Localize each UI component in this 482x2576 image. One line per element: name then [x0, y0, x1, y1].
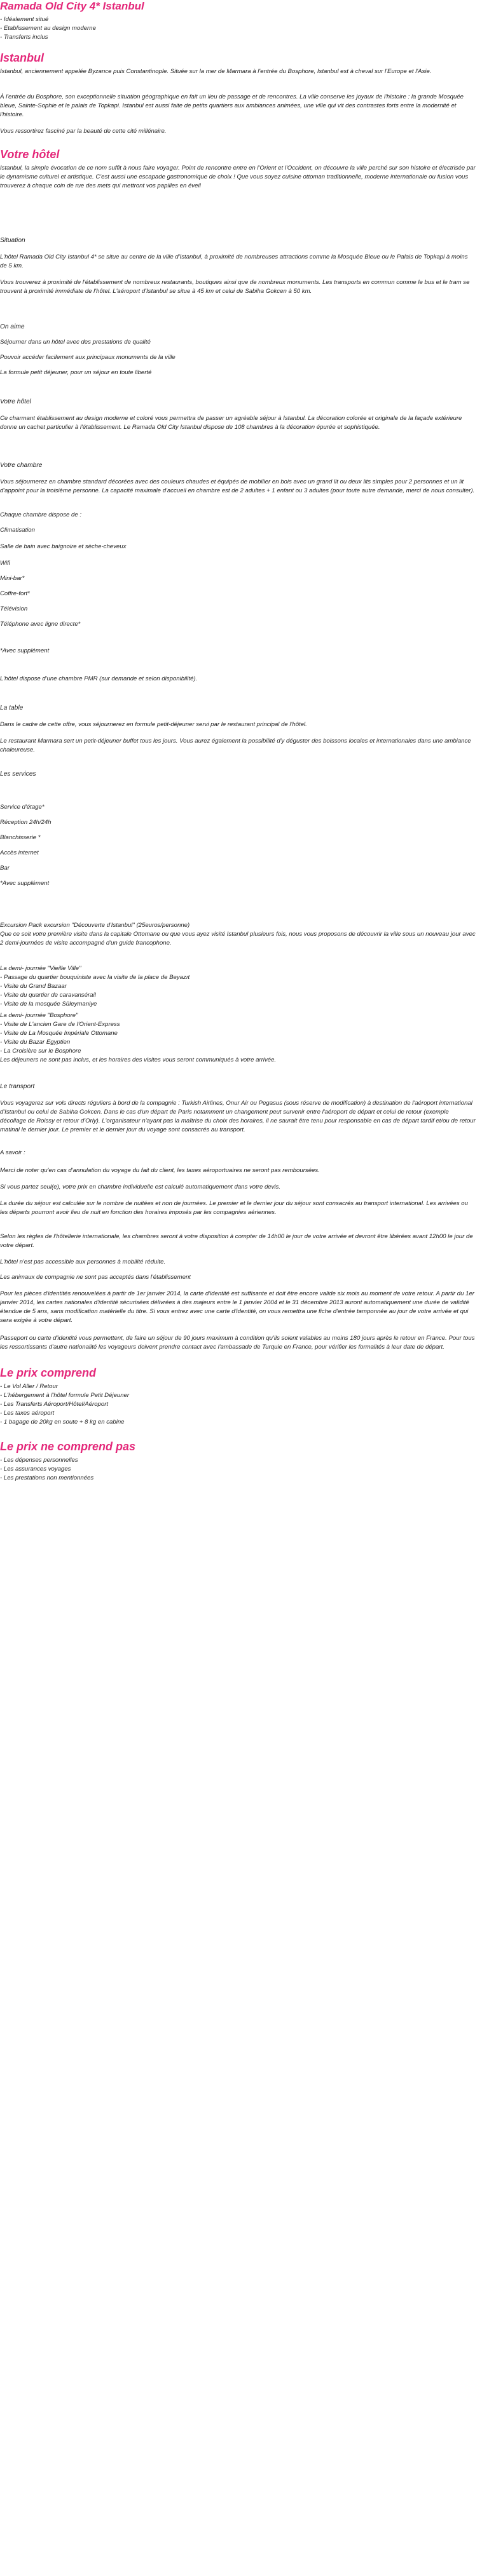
- transport-paragraph-1: Vous voyagerez sur vols directs réguliers à bord de la compagnie : Turkish Airlines, Onur Air ou Pegasus (sous réserve de modification) à destination de l'aéroport international d'Istanbul ou celui de Sabiha Gokcen. Dans le cas d'un départ de Paris notamment un changement peut survenir entre l'aéroport de départ et celui de retour (exemple décollage de Roissy et retour d'Orly). L'organisateur n'ayant pas la maîtrise du choix des horaires, il ne saurait être tenu pour responsable en cas de départ tardif et/ou de retour matinal le dernier jour. Le premier et le dernier jour du voyage sont consacrés au transport.: [0, 1100, 476, 1133]
- chambre-item: Salle de bain avec baignoire et sèche-cheveux: [0, 543, 127, 550]
- table-paragraph-2: Le restaurant Marmara sert un petit-déjeuner buffet tous les jours. Vous aurez également la possibilité d'y déguster des boissons locales et internationales dans une ambiance chaleureuse.: [0, 738, 471, 753]
- chambre-item: Climatisation: [0, 527, 35, 534]
- chambre-item: Téléphone avec ligne directe*: [0, 621, 81, 628]
- situation-paragraph-1: L'hôtel Ramada Old City Istanbul 4* se situe au centre de la ville d'Istanbul, à proximité de nombreuses attractions comme la Mosquée Bleue ou le Palais de Topkapi à moins de 5 km.: [0, 253, 468, 269]
- chambre-item: Mini-bar*: [0, 575, 25, 582]
- excursion-vieille-ville: La demi- journée "Vieille Ville" - Passage du quartier bouquiniste avec la visite de la place de Beyazıt - Visite du Grand Bazaar - Visite du quartier de caravansérail - Visite de la mosquée Süleymaniye: [0, 965, 190, 1008]
- services-heading: Les services: [0, 771, 36, 778]
- transport-paragraph-6: L'hôtel n'est pas accessible aux personnes à mobilité réduite.: [0, 1258, 166, 1265]
- on-aime-item: Séjourner dans un hôtel avec des prestations de qualité: [0, 339, 151, 346]
- prix-ne-comprend-list: - Les dépenses personnelles - Les assurances voyages - Les prestations non mentionnées: [0, 1457, 94, 1481]
- prix-ne-comprend-heading: Le prix ne comprend pas: [0, 1440, 136, 1453]
- prix-comprend-list: - Le Vol Aller / Retour - L'hébergement à l'hôtel formule Petit Déjeuner - Les Transferts Aéroport/Hôtel/Aéroport - Les taxes aéroport - 1 bagage de 20kg en soute + 8 kg en cabine: [0, 1383, 130, 1426]
- chambre-pmr: L'hôtel dispose d'une chambre PMR (sur demande et selon disponibilité).: [0, 675, 198, 682]
- hotel-paragraph-1: Istanbul, la simple évocation de ce nom suffit à nous faire voyager. Point de rencontre entre en l'Orient et l'Occident, on découvre la ville perché sur son histoire et électrisée par le dynamisme culturel et artistique. C'est aussi une escapade gastronomique de choix ! Que vous soyez cuisine ottoman traditionnelle, moderne internationale ou fusion vous trouverez à chaque coin de rue des mets qui mettront vos papilles en éveil: [0, 165, 476, 189]
- services-item: Réception 24h/24h: [0, 819, 52, 826]
- transport-paragraph-7: Les animaux de compagnie ne sont pas acceptés dans l'établissement: [0, 1274, 191, 1281]
- chambre-heading: Votre chambre: [0, 462, 43, 469]
- prix-comprend-heading: Le prix comprend: [0, 1366, 97, 1379]
- situation-paragraph-2: Vous trouverez à proximité de l'établissement de nombreux restaurants, boutiques ainsi que de nombreux monuments. Les transports en commun comme le bus et le tram se trouvent à proximité immédiate de l'hôtel. L'aéroport d'Istanbul se situe à 45 km et celui de Sabiha Gokcen à 50 km.: [0, 279, 470, 295]
- chambre-dispose: Chaque chambre dispose de :: [0, 511, 81, 518]
- votre-hotel-heading: Votre hôtel: [0, 398, 31, 405]
- istanbul-paragraph-3: Vous ressortirez fasciné par la beauté de cette cité millénaire.: [0, 128, 167, 135]
- services-note: *Avec supplément: [0, 880, 50, 887]
- transport-paragraph-8: Pour les pièces d'identités renouvelées à partir de 1er janvier 2014, la carte d'identité est suffisante et doit être encore valide six mois au moment de votre retour. A partir du 1er janvier 2014, les cartes nationales d'identité sécurisées délivrées à des majeurs entre le 1 janvier 2004 et le 31 décembre 2013 auront automatiquement une durée de validité étendue de 5 ans, sans modification matérielle du titre. Si vous entrez avec une carte d'identité, on vous remettra une fiche d'entrée tamponnée au jour de votre arrivée et qui sera exigée à votre départ.: [0, 1290, 474, 1324]
- istanbul-paragraph-1: Istanbul, anciennement appelée Byzance puis Constantinople. Située sur la mer de Marmara à l'entrée du Bosphore, Istanbul est à cheval sur l'Europe et l'Asie.: [0, 68, 432, 75]
- excursion-bosphore: La demi- journée "Bosphore" - Visite de L'ancien Gare de l'Orient-Express - Visite de La Mosquée Impériale Ottomane - Visite du Bazar Egyptien - La Croisière sur le Bosphore Les déjeuners ne sont pas inclus, et les horaires des visites vous seront communiqués à votre arrivée.: [0, 1012, 277, 1063]
- transport-paragraph-5: Selon les règles de l'hôtellerie internationale, les chambres seront à votre disposition à compter de 14h00 le jour de votre arrivée et devront être libérées avant 12h00 le jour de votre départ.: [0, 1233, 473, 1249]
- services-item: Bar: [0, 865, 10, 872]
- transport-paragraph-3: Si vous partez seul(e), votre prix en chambre individuelle est calculé automatiquement dans votre devis.: [0, 1183, 281, 1190]
- services-item: Service d'étage*: [0, 804, 45, 811]
- highlights-list: - Idéalement situé - Etablissement au design moderne - Transferts inclus: [0, 16, 96, 41]
- chambre-paragraph: Vous séjournerez en chambre standard décorées avec des couleurs chaudes et équipés de mobilier en bois avec un grand lit ou deux lits simples pour 2 personnes et un lit d'appoint pour la troisième personne. La capacité maximale d'accueil en chambre est de 2 adultes + 1 enfant ou 3 adultes (pour toute autre demande, merci de nous consulter).: [0, 478, 475, 494]
- on-aime-item: Pouvoir accéder facilement aux principaux monuments de la ville: [0, 354, 176, 361]
- services-item: Blanchisserie *: [0, 834, 41, 841]
- table-heading: La table: [0, 705, 24, 711]
- transport-paragraph-2: Merci de noter qu'en cas d'annulation du voyage du fait du client, les taxes aéroportuaires ne seront pas remboursées.: [0, 1167, 320, 1174]
- chambre-item: Wifi: [0, 560, 10, 567]
- transport-heading: Le transport: [0, 1083, 35, 1090]
- transport-paragraph-4: La durée du séjour est calculée sur le nombre de nuitées et non de journées. Le premier et le dernier jour du séjour sont consacrés au transport international. Les arrivées ou les départs pourront avoir lieu de nuit en fonction des horaires imposés par les compagnies aériennes.: [0, 1200, 468, 1216]
- votre-hotel-paragraph: Ce charmant établissement au design moderne et coloré vous permettra de passer un agréable séjour à Istanbul. La décoration colorée et originale de la façade extérieure donne un cachet particulier à l'établissement. Le Ramada Old City Istanbul dispose de 108 chambres à la décoration épurée et sophistiquée.: [0, 415, 462, 431]
- on-aime-heading: On aime: [0, 323, 25, 330]
- transport-paragraph-9: Passeport ou carte d'identité vous permettent, de faire un séjour de 90 jours maximum à condition qu'ils soient valables au moins 180 jours après le retour en France. Pour tous les ressortissants d'autre nationalité les voyageurs doivent prendre contact avec l'ambassade de Turquie en France, pour vérifier les formalités à leur date de départ.: [0, 1335, 475, 1351]
- page-title: Ramada Old City 4* Istanbul: [0, 0, 144, 12]
- chambre-note: *Avec supplément: [0, 647, 50, 654]
- excursion-intro: Excursion Pack excursion "Découverte d'Istanbul" (25euros/personne) Que ce soit votre première visite dans la capitale Ottomane ou que vous ayez visité Istanbul plusieurs fois, nous vous proposons de découvrir la ville sous un nouveau jour avec 2 demi-journées de visite accompagné d'un guide francophone.: [0, 922, 476, 947]
- istanbul-paragraph-2: À l'entrée du Bosphore, son exceptionnelle situation géographique en fait un lieu de passage et de rencontres. La ville conserve les joyaux de l'histoire : la grande Mosquée bleue, Sainte-Sophie et le palais de Topkapi. Istanbul est aussi faite de petits quartiers aux ambiances animées, une ville qui vit des contrastes forts entre la modernité et l'histoire.: [0, 93, 464, 118]
- chambre-item: Télévision: [0, 605, 28, 612]
- transport-a-savoir: A savoir :: [0, 1149, 25, 1156]
- table-paragraph-1: Dans le cadre de cette offre, vous séjournerez en formule petit-déjeuner servi par le restaurant principal de l'hôtel.: [0, 721, 307, 728]
- hotel-heading: Votre hôtel: [0, 148, 60, 161]
- services-item: Accès internet: [0, 849, 39, 856]
- situation-heading: Situation: [0, 237, 25, 244]
- chambre-item: Coffre-fort*: [0, 590, 30, 597]
- on-aime-item: La formule petit déjeuner, pour un séjour en toute liberté: [0, 369, 152, 376]
- istanbul-heading: Istanbul: [0, 51, 45, 64]
